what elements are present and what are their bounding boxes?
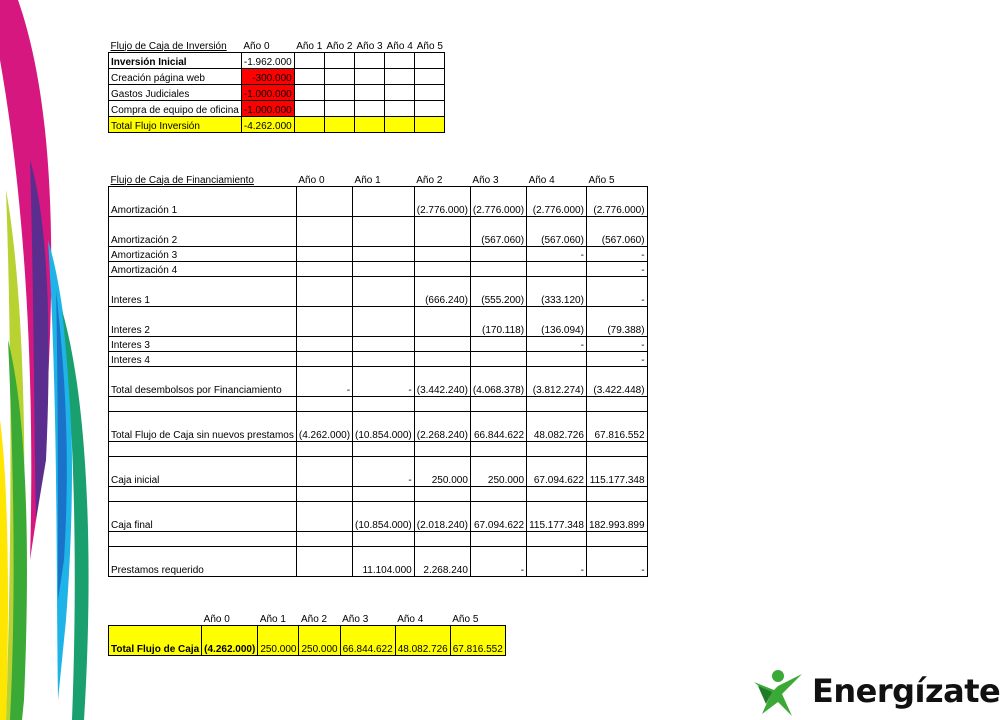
energizate-logo <box>748 664 1000 720</box>
financiamiento-value-cell: (567.060) <box>470 216 526 246</box>
year-1-header: Año 1 <box>259 613 286 625</box>
financiamiento-value-cell <box>296 216 352 246</box>
inversion-value-cell <box>415 68 445 84</box>
year-5-header: Año 5 <box>588 174 615 186</box>
inversion-value-cell <box>415 52 445 68</box>
year-4-header: Año 4 <box>528 174 555 186</box>
financiamiento-value-cell: (666.240) <box>414 276 470 306</box>
financiamiento-value-cell: - <box>586 336 647 351</box>
financiamiento-value-cell: - <box>527 546 587 576</box>
financiamiento-value-cell: (3.812.274) <box>527 366 587 396</box>
financiamiento-value-cell: (3.442.240) <box>414 366 470 396</box>
financiamiento-value-cell: (2.776.000) <box>527 186 587 216</box>
financiamiento-value-cell <box>353 486 415 501</box>
financiamiento-row-label: Caja inicial <box>109 456 297 486</box>
inversion-row-label: Creación página web <box>109 68 242 84</box>
financiamiento-value-cell <box>296 441 352 456</box>
financiamiento-row <box>109 366 648 396</box>
financiamiento-value-cell: - <box>586 261 647 276</box>
financiamiento-value-cell: 182.993.899 <box>586 501 647 531</box>
inversion-value-cell <box>385 100 415 116</box>
financiamiento-value-cell: 48.082.726 <box>527 411 587 441</box>
total-table <box>108 611 506 656</box>
financiamiento-value-cell <box>414 261 470 276</box>
financiamiento-value-cell <box>414 336 470 351</box>
financiamiento-row <box>109 246 648 261</box>
financiamiento-value-cell: (4.068.378) <box>470 366 526 396</box>
financiamiento-value-cell <box>527 441 587 456</box>
financiamiento-blank-row <box>109 486 648 501</box>
financiamiento-row-label: Prestamos requerido <box>109 546 297 576</box>
financiamiento-value-cell <box>353 246 415 261</box>
financiamiento-value-cell <box>527 261 587 276</box>
financiamiento-value-cell <box>414 486 470 501</box>
financiamiento-row-label <box>109 441 297 456</box>
inversion-value-cell <box>354 68 384 84</box>
inversion-value-cell <box>294 100 324 116</box>
inversion-value-cell <box>354 100 384 116</box>
yellow-ribbon <box>0 420 8 720</box>
financiamiento-row-label: Interes 4 <box>109 351 297 366</box>
financiamiento-value-cell <box>470 486 526 501</box>
financiamiento-row <box>109 216 648 246</box>
financiamiento-row <box>109 501 648 531</box>
financiamiento-row <box>109 546 648 576</box>
financiamiento-row-label <box>109 396 297 411</box>
financiamiento-value-cell: - <box>353 366 415 396</box>
financiamiento-value-cell: (2.776.000) <box>470 186 526 216</box>
financiamiento-row-label: Interes 2 <box>109 306 297 336</box>
financiamiento-value-cell: - <box>586 276 647 306</box>
financiamiento-value-cell: 115.177.348 <box>527 501 587 531</box>
financiamiento-value-cell <box>586 486 647 501</box>
financiamiento-value-cell: - <box>527 336 587 351</box>
financiamiento-value-cell <box>470 246 526 261</box>
year-2-header: Año 2 <box>326 40 353 52</box>
financiamiento-value-cell: - <box>470 546 526 576</box>
financiamiento-value-cell <box>470 336 526 351</box>
financiamiento-value-cell: (136.094) <box>527 306 587 336</box>
financiamiento-row-label: Amortización 2 <box>109 216 297 246</box>
inversion-value-cell <box>324 116 354 132</box>
financiamiento-value-cell <box>586 531 647 546</box>
financiamiento-row <box>109 186 648 216</box>
inversion-value-cell <box>324 68 354 84</box>
financiamiento-value-cell: 250.000 <box>414 456 470 486</box>
financiamiento-value-cell: (555.200) <box>470 276 526 306</box>
financiamiento-value-cell <box>296 276 352 306</box>
inversion-value-cell <box>294 84 324 100</box>
financiamiento-value-cell <box>527 486 587 501</box>
inversion-value-cell <box>354 116 384 132</box>
year-0-header: Año 0 <box>298 174 325 186</box>
financiamiento-row-label: Total Flujo de Caja sin nuevos prestamos <box>109 411 297 441</box>
year-3-header: Año 3 <box>342 613 369 625</box>
total-flujo-label: Total Flujo de Caja <box>109 625 202 655</box>
decorative-ribbons <box>0 0 120 720</box>
financiamiento-row <box>109 336 648 351</box>
financiamiento-value-cell <box>296 261 352 276</box>
financiamiento-row-label: Caja final <box>109 501 297 531</box>
inversion-value-cell <box>324 84 354 100</box>
inversion-row <box>109 100 445 116</box>
financiamiento-value-cell <box>527 351 587 366</box>
total-cell: 250.000 <box>258 625 299 655</box>
inversion-value-cell <box>385 68 415 84</box>
inversion-value-cell <box>294 52 324 68</box>
financiamiento-value-cell: 250.000 <box>470 456 526 486</box>
year-3-header: Año 3 <box>356 40 383 52</box>
logo-figure-icon <box>748 664 808 720</box>
year-3-header: Año 3 <box>472 174 499 186</box>
financiamiento-row-label <box>109 486 297 501</box>
financiamiento-value-cell <box>296 396 352 411</box>
financiamiento-row-label: Amortización 1 <box>109 186 297 216</box>
financiamiento-value-cell: - <box>296 366 352 396</box>
financiamiento-value-cell <box>296 351 352 366</box>
financiamiento-blank-row <box>109 531 648 546</box>
total-cell: 250.000 <box>299 625 340 655</box>
financiamiento-value-cell: (567.060) <box>527 216 587 246</box>
inversion-value-cell <box>415 84 445 100</box>
financiamiento-value-cell: - <box>586 546 647 576</box>
inversion-row <box>109 52 445 68</box>
financiamiento-value-cell: (2.018.240) <box>414 501 470 531</box>
financiamiento-value-cell: (2.268.240) <box>414 411 470 441</box>
inversion-value-cell <box>294 68 324 84</box>
financiamiento-blank-row <box>109 441 648 456</box>
financiamiento-value-cell: 67.816.552 <box>586 411 647 441</box>
financiamiento-row <box>109 411 648 441</box>
financiamiento-value-cell <box>296 186 352 216</box>
financiamiento-value-cell: - <box>586 246 647 261</box>
financiamiento-blank-row <box>109 396 648 411</box>
financiamiento-row <box>109 306 648 336</box>
financiamiento-value-cell: (4.262.000) <box>296 411 352 441</box>
financiamiento-value-cell <box>296 456 352 486</box>
financiamiento-row <box>109 276 648 306</box>
financiamiento-value-cell: - <box>353 456 415 486</box>
year-0-header: Año 0 <box>203 613 230 625</box>
financiamiento-value-cell: 2.268.240 <box>414 546 470 576</box>
inversion-table <box>108 38 445 133</box>
financiamiento-value-cell <box>296 486 352 501</box>
financiamiento-value-cell <box>586 441 647 456</box>
financiamiento-value-cell <box>586 396 647 411</box>
financiamiento-value-cell <box>353 276 415 306</box>
financiamiento-value-cell: (10.854.000) <box>353 411 415 441</box>
financiamiento-value-cell: (567.060) <box>586 216 647 246</box>
financiamiento-value-cell: 67.094.622 <box>470 501 526 531</box>
financiamiento-row-label: Interes 1 <box>109 276 297 306</box>
financiamiento-row <box>109 456 648 486</box>
inversion-value-cell <box>294 116 324 132</box>
financiamiento-value-cell: 66.844.622 <box>470 411 526 441</box>
financiamiento-value-cell: (3.422.448) <box>586 366 647 396</box>
financiamiento-value-cell: (170.118) <box>470 306 526 336</box>
logo-text: Energízate <box>812 672 1000 710</box>
financiamiento-table <box>108 172 648 577</box>
financiamiento-value-cell <box>470 441 526 456</box>
year-5-header: Año 5 <box>416 40 443 52</box>
financiamiento-value-cell <box>296 531 352 546</box>
financiamiento-value-cell <box>470 351 526 366</box>
total-header-spacer <box>109 611 202 625</box>
financiamiento-value-cell <box>353 306 415 336</box>
year-1-header: Año 1 <box>296 40 323 52</box>
financiamiento-title: Flujo de Caja de Financiamiento <box>110 174 254 186</box>
financiamiento-value-cell <box>527 396 587 411</box>
financiamiento-value-cell: (10.854.000) <box>353 501 415 531</box>
total-cell: 48.082.726 <box>395 625 450 655</box>
financiamiento-value-cell <box>470 531 526 546</box>
financiamiento-row <box>109 351 648 366</box>
year-2-header: Año 2 <box>416 174 443 186</box>
total-flujo-row <box>109 625 506 655</box>
financiamiento-header-row <box>109 172 648 186</box>
financiamiento-row-label: Interes 3 <box>109 336 297 351</box>
financiamiento-value-cell <box>414 216 470 246</box>
financiamiento-row-label: Total desembolsos por Financiamiento <box>109 366 297 396</box>
financiamiento-row <box>109 261 648 276</box>
year-0-header: Año 0 <box>243 40 270 52</box>
financiamiento-value-cell <box>353 216 415 246</box>
financiamiento-row-label <box>109 531 297 546</box>
inversion-header-row <box>109 38 445 52</box>
financiamiento-row-label: Amortización 4 <box>109 261 297 276</box>
financiamiento-value-cell <box>414 246 470 261</box>
year-4-header: Año 4 <box>397 613 424 625</box>
financiamiento-value-cell <box>296 546 352 576</box>
year-5-header: Año 5 <box>452 613 479 625</box>
financiamiento-value-cell: - <box>586 351 647 366</box>
year-2-header: Año 2 <box>300 613 328 625</box>
financiamiento-value-cell <box>296 306 352 336</box>
financiamiento-value-cell <box>353 396 415 411</box>
financiamiento-value-cell: (79.388) <box>586 306 647 336</box>
financiamiento-value-cell <box>414 351 470 366</box>
inversion-value-cell <box>354 84 384 100</box>
financiamiento-value-cell: 115.177.348 <box>586 456 647 486</box>
financiamiento-value-cell <box>296 246 352 261</box>
total-cell: 67.816.552 <box>450 625 505 655</box>
inversion-value-cell <box>385 116 415 132</box>
inversion-row-label: Inversión Inicial <box>109 52 242 68</box>
financiamiento-value-cell: (2.776.000) <box>586 186 647 216</box>
inversion-row-label: Gastos Judiciales <box>109 84 242 100</box>
financiamiento-value-cell <box>296 336 352 351</box>
financiamiento-value-cell <box>414 396 470 411</box>
financiamiento-value-cell <box>527 531 587 546</box>
inversion-row-label: Total Flujo Inversión <box>109 116 242 132</box>
financiamiento-value-cell <box>353 531 415 546</box>
inversion-value-cell <box>415 116 445 132</box>
inversion-value-cell <box>415 100 445 116</box>
total-header-row <box>109 611 506 625</box>
inversion-title: Flujo de Caja de Inversión <box>110 40 227 52</box>
total-cell: (4.262.000) <box>202 625 258 655</box>
year-1-header: Año 1 <box>354 174 381 186</box>
inversion-value-cell: -1.000.000 <box>241 100 294 116</box>
financiamiento-value-cell <box>470 261 526 276</box>
financiamiento-value-cell: 67.094.622 <box>527 456 587 486</box>
inversion-value-cell <box>324 52 354 68</box>
year-4-header: Año 4 <box>386 40 413 52</box>
total-cell: 66.844.622 <box>340 625 395 655</box>
inversion-value-cell: -1.962.000 <box>241 52 294 68</box>
financiamiento-value-cell <box>353 336 415 351</box>
financiamiento-value-cell <box>353 186 415 216</box>
financiamiento-value-cell <box>470 396 526 411</box>
inversion-value-cell: -300.000 <box>241 68 294 84</box>
inversion-value-cell: -4.262.000 <box>241 116 294 132</box>
financiamiento-value-cell: - <box>527 246 587 261</box>
inversion-row-label: Compra de equipo de oficina <box>109 100 242 116</box>
inversion-value-cell <box>385 52 415 68</box>
financiamiento-row-label: Amortización 3 <box>109 246 297 261</box>
inversion-value-cell <box>324 100 354 116</box>
financiamiento-value-cell <box>414 441 470 456</box>
financiamiento-value-cell: 11.104.000 <box>353 546 415 576</box>
financiamiento-value-cell <box>353 351 415 366</box>
inversion-row <box>109 84 445 100</box>
financiamiento-value-cell <box>353 261 415 276</box>
inversion-row <box>109 116 445 132</box>
financiamiento-value-cell: (2.776.000) <box>414 186 470 216</box>
financiamiento-value-cell: (333.120) <box>527 276 587 306</box>
financiamiento-value-cell <box>296 501 352 531</box>
inversion-row <box>109 68 445 84</box>
inversion-value-cell: -1.000.000 <box>241 84 294 100</box>
financiamiento-value-cell <box>414 306 470 336</box>
inversion-value-cell <box>385 84 415 100</box>
financiamiento-value-cell <box>353 441 415 456</box>
financiamiento-value-cell <box>414 531 470 546</box>
inversion-value-cell <box>354 52 384 68</box>
